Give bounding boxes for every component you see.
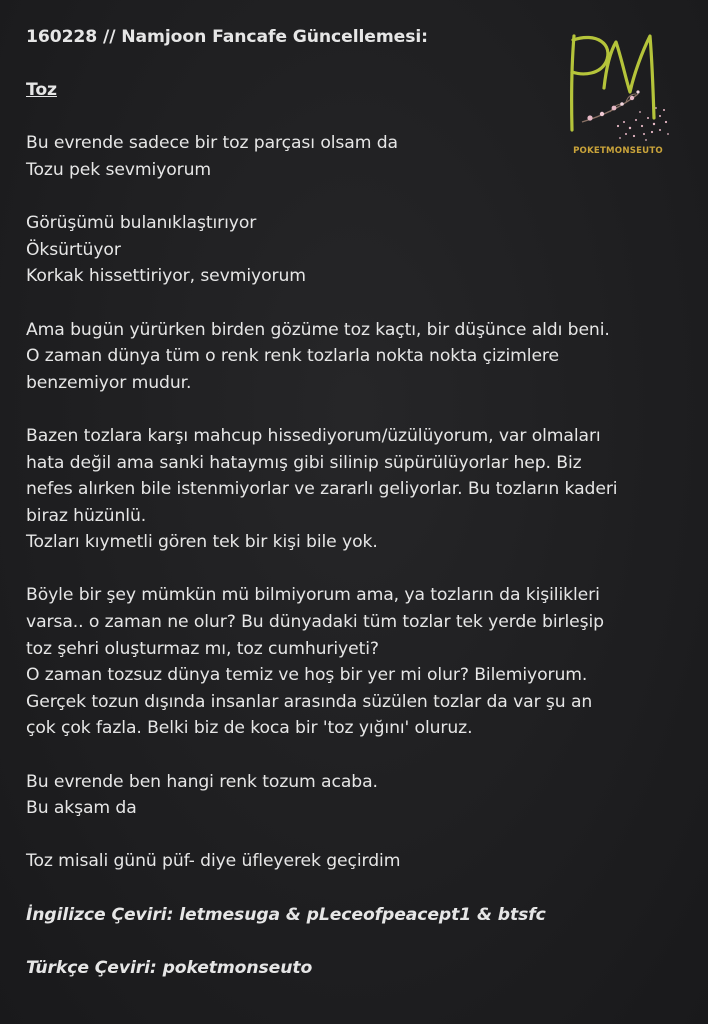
document-body — [26, 24, 696, 981]
stanza-3 — [26, 317, 696, 397]
english-translation-credit: İngilizce Çeviri: letmesuga & pLeceofpeacept1 & btsfc — [26, 904, 546, 925]
stanza-5 — [26, 582, 696, 742]
poem-line: varsa.. o zaman ne olur? Bu dünyadaki tüm tozlar tek yerde birleşip — [26, 612, 604, 633]
post-title: 160228 // Namjoon Fancafe Güncellemesi: — [26, 27, 428, 47]
poem-line: toz şehri oluşturmaz mı, toz cumhuriyeti? — [26, 638, 379, 659]
poem-line: benzemiyor mudur. — [26, 372, 192, 393]
poem-line: çok çok fazla. Belki biz de koca bir 'toz yığını' oluruz. — [26, 718, 473, 739]
turkish-translation-credit: Türkçe Çeviri: poketmonseuto — [26, 957, 313, 978]
stanza-7 — [26, 848, 696, 875]
poem-line: Ama bugün yürürken birden gözüme toz kaçtı, bir düşünce aldı beni. — [26, 319, 610, 340]
poem-line: O zaman dünya tüm o renk renk tozlarla nokta nokta çizimlere — [26, 346, 559, 367]
poem-line: hata değil ama sanki hataymış gibi silinip süpürülüyorlar hep. Biz — [26, 452, 582, 473]
poem-title: Toz — [26, 80, 57, 101]
poem-line: Tozları kıymetli gören tek bir kişi bile yok. — [26, 532, 378, 553]
logo-wordmark: POKETMONSEUTO — [573, 146, 663, 156]
poem-line: Bu evrende sadece bir toz parçası olsam da — [26, 133, 398, 154]
poem-line: Bu evrende ben hangi renk tozum acaba. — [26, 771, 378, 792]
poem-line: biraz hüzünlü. — [26, 505, 147, 526]
stanza-6 — [26, 769, 696, 822]
poem-line: Toz misali günü püf- diye üfleyerek geçirdim — [26, 851, 401, 872]
poem-line: Korkak hissettiriyor, sevmiyorum — [26, 266, 306, 287]
poem-line: O zaman tozsuz dünya temiz ve hoş bir yer mi olur? Bilemiyorum. — [26, 665, 588, 686]
poem-line: Görüşümü bulanıklaştırıyor — [26, 213, 257, 234]
poem-line: Öksürtüyor — [26, 239, 121, 260]
poem-line: Bu akşam da — [26, 798, 137, 819]
stanza-2 — [26, 210, 696, 290]
poem-line: Böyle bir şey mümkün mü bilmiyorum ama, ya tozların da kişilikleri — [26, 585, 600, 606]
poem-line: Gerçek tozun dışında insanlar arasında süzülen tozlar da var şu an — [26, 691, 593, 712]
pm-monogram-icon — [556, 30, 676, 146]
stanza-4 — [26, 423, 696, 556]
poem-line: Tozu pek sevmiyorum — [26, 159, 212, 180]
poem-line: Bazen tozlara karşı mahcup hissediyorum/üzülüyorum, var olmaları — [26, 425, 601, 446]
poem-line: nefes alırken bile istenmiyorlar ve zararlı geliyorlar. Bu tozların kaderi — [26, 479, 618, 500]
poketmonseuto-logo — [556, 30, 676, 162]
